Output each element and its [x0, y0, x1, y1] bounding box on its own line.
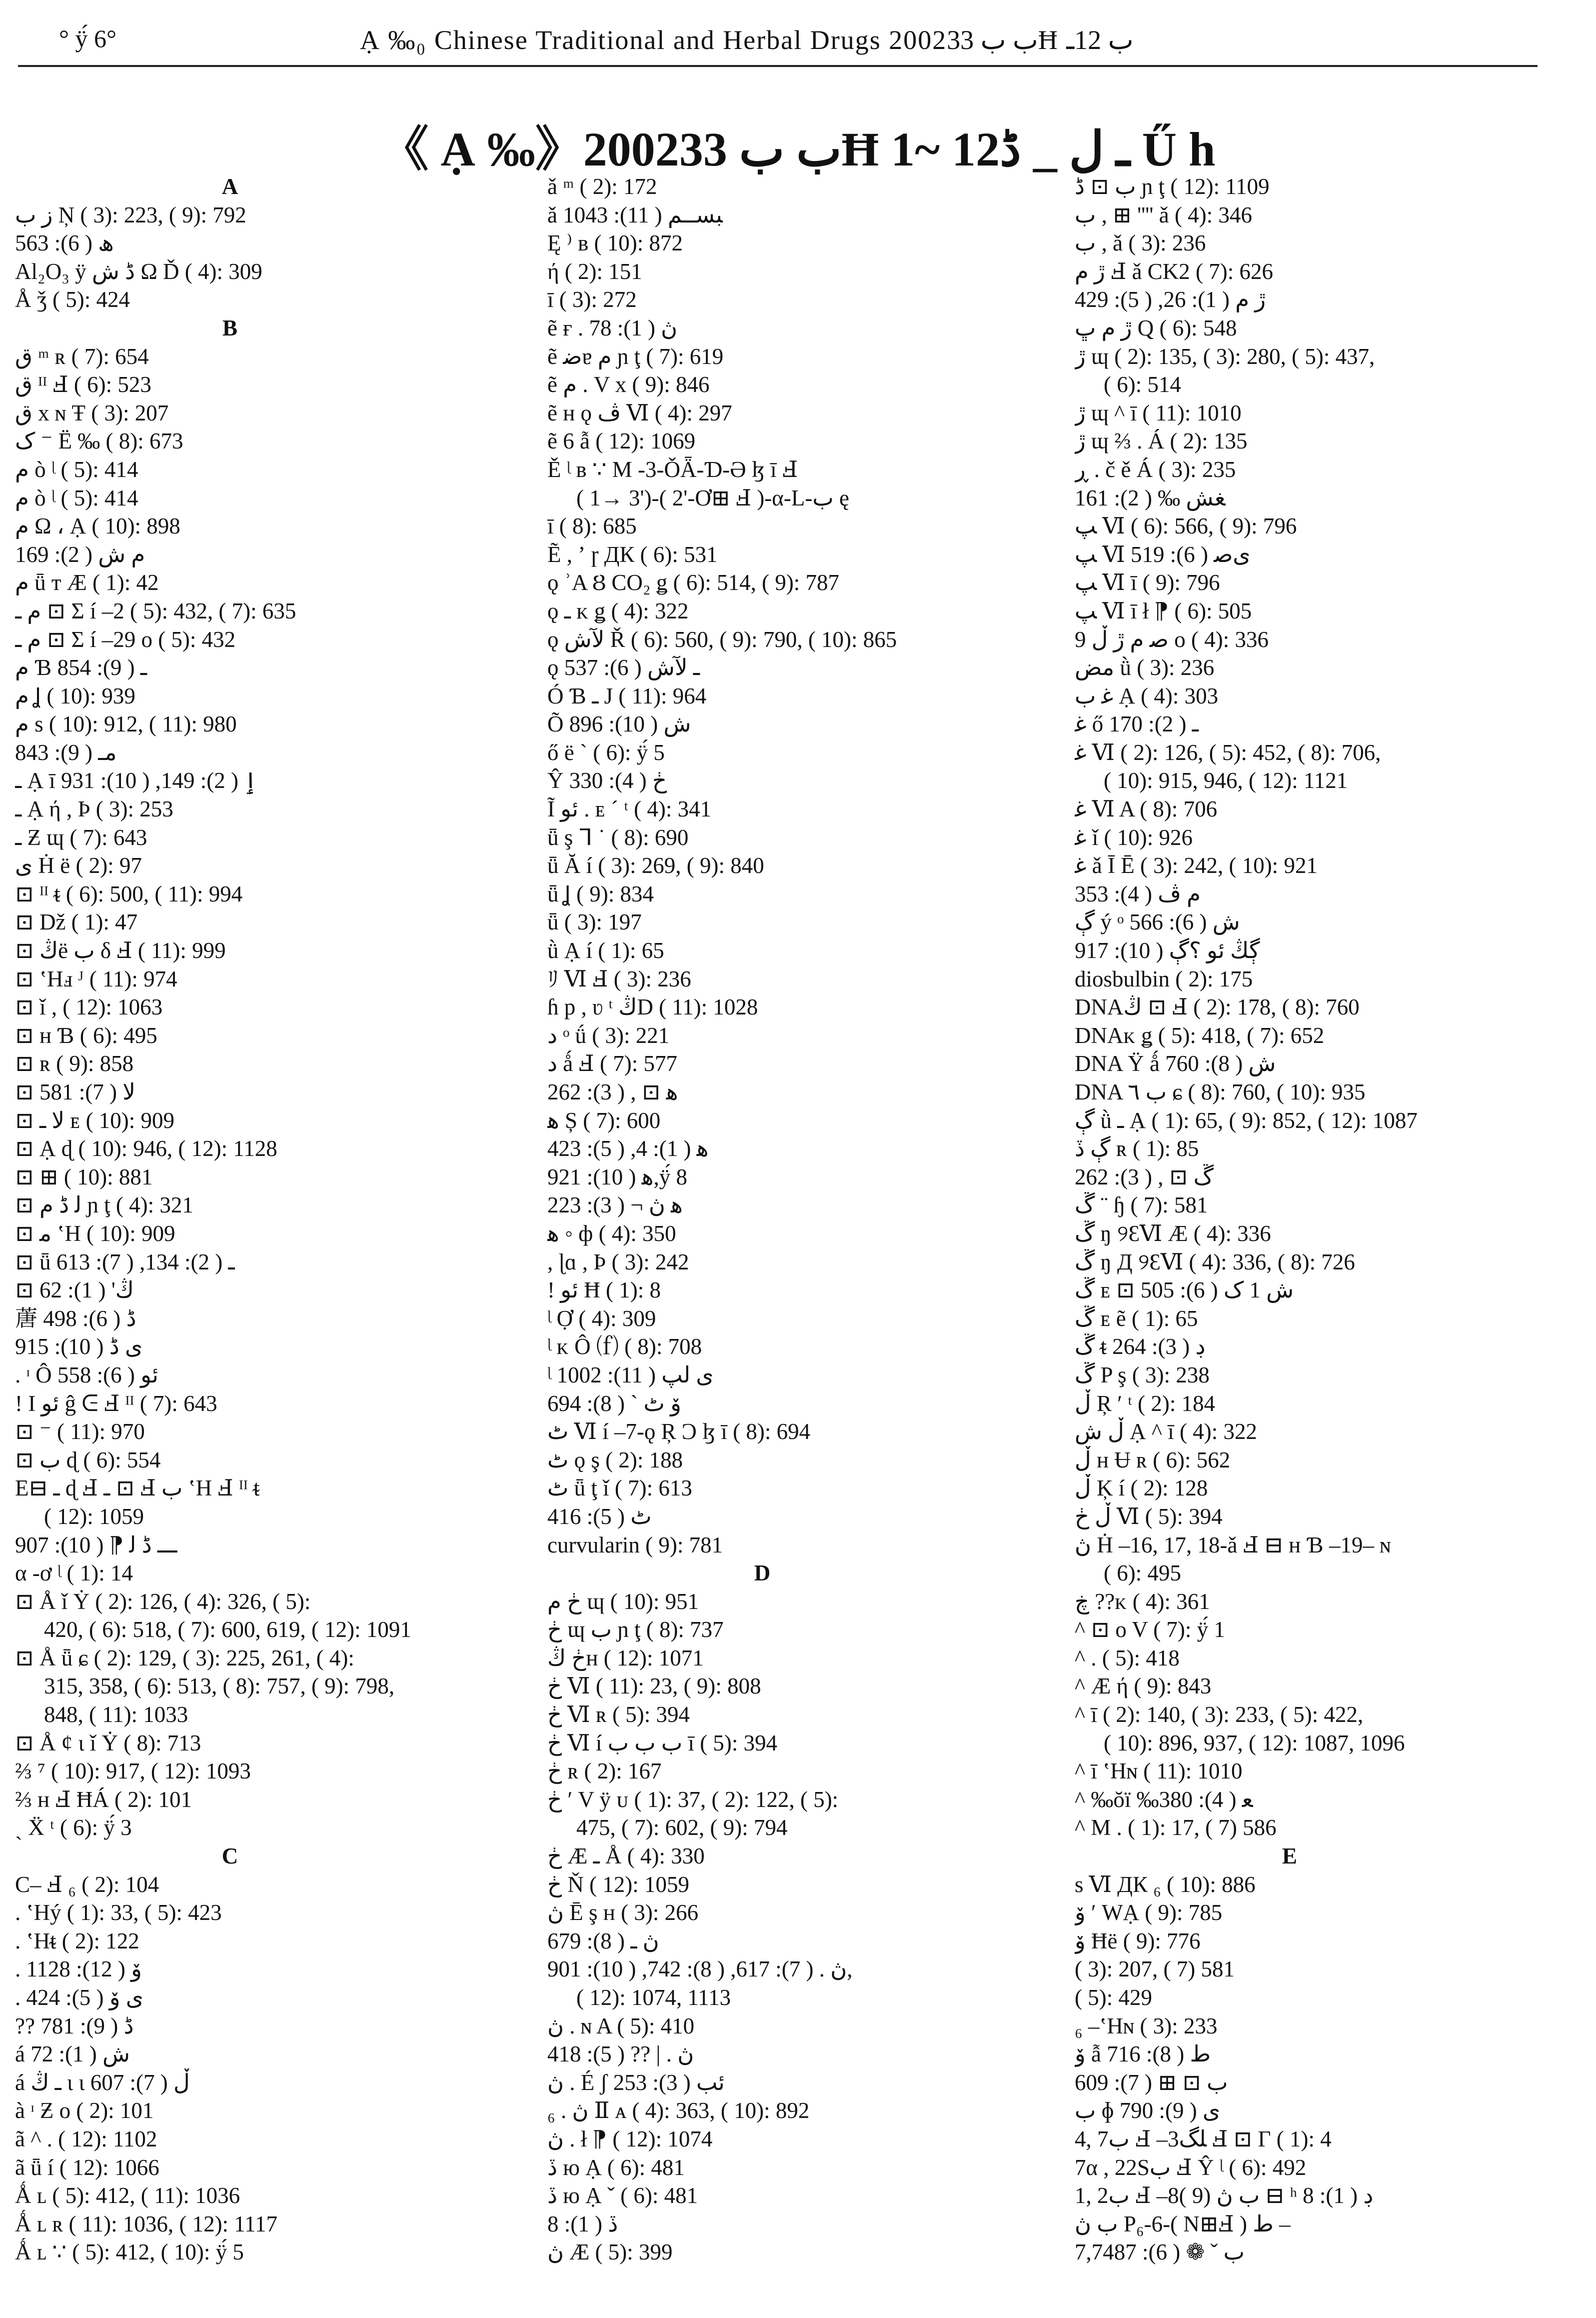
index-entry: ﻫ ( 10): 921,ÿ́ 8 — [547, 1164, 687, 1190]
index-entry: ﻏ Ⅵ A ( 8): 706 — [1075, 796, 1218, 822]
section-letter: C — [221, 1844, 238, 1869]
index-entry: DNAڭ ⊡ Ⅎ ( 2): 178, ( 8): 760 — [1075, 994, 1360, 1020]
index-entry: ڂ ڭʜ ( 12): 1071 — [547, 1645, 704, 1670]
index-entry: ﺻ م ڙ ڵ 9 ᴏ ( 4): 336 — [1075, 626, 1269, 652]
index-entry: ^ ī ( 2): 140, ( 3): 233, ( 5): 422, — [1075, 1702, 1364, 1728]
index-entry: ى Ḣ ë ( 2): 97 — [15, 853, 142, 878]
index-entry: ڂ Ⅵ í ب ب ب ī ( 5): 394 — [547, 1730, 778, 1756]
index-entry: ã ^ . ( 12): 1102 — [15, 2126, 157, 2152]
index-entry: م Ʝ ( 10): 939 — [15, 683, 135, 708]
index-entry-continuation: ( 6): 495 — [1104, 1560, 1181, 1586]
index-entry: ⊡ ǐ , ( 12): 1063 — [15, 994, 163, 1020]
index-entry: ٹ ǫ ş ( 2): 188 — [547, 1447, 683, 1472]
index-entry: ڳ ڏ ʀ ( 1): 85 — [1075, 1136, 1199, 1162]
index-entry: ⊡ Å ǐ Ẏ ( 2): 126, ( 4): 326, ( 5): — [15, 1588, 311, 1614]
index-entry: Ĩ ئو . ᴇ ˊ ᵗ ( 4): 341 — [547, 796, 712, 822]
index-entry: Ó Ɓ ـ J ( 11): 964 — [547, 683, 707, 708]
index-entry: ⊡ ⊞ ( 10): 881 — [15, 1164, 153, 1190]
index-entry: ڏ ( 1): 8 — [547, 2211, 618, 2236]
index-entry: Ě ᶩ ʙ ∵ M -3-ǑǞ-Ɗ-Ə ɮ ī Ⅎ — [547, 456, 798, 482]
index-entry: ǖ ş ᒣ ˙ ( 8): 690 — [547, 824, 689, 850]
index-entry: ڙ ɰ ( 2): 135, ( 3): 280, ( 5): 437, — [1075, 344, 1375, 369]
index-entry: ڂ Ⅵ ʀ ( 5): 394 — [547, 1702, 690, 1728]
index-entry: E⊟ ـ ɖ Ⅎ ـ ⊡ Ⅎ ب ʽH Ⅎ ᴵᴵ ᵵ — [15, 1476, 260, 1501]
index-entry: ẽ ﺿɐ م ɲ ţ ( 7): 619 — [547, 344, 724, 369]
index-entry: م ـ ⊡ Σ í –2 ( 5): 432, ( 7): 635 — [15, 598, 296, 624]
index-entry: ڱ ᴇ ⊡ ش 1 ک ( 6): 505 — [1075, 1278, 1294, 1303]
index-entry: s Ⅵ ДК ₆ ( 10): 886 — [1075, 1872, 1256, 1897]
index-entry: ڽ . ₆ Ⅱ ᴀ ( 4): 363, ( 10): 892 — [547, 2098, 810, 2124]
section-letter: D — [754, 1560, 771, 1586]
index-entry: ﾘ Ⅵ Ⅎ ( 3): 236 — [547, 966, 691, 992]
index-entry: ڽ Ē ş ʜ ( 3): 266 — [547, 1900, 699, 1926]
index-entry: Al₂O₃ ÿ ڈ ش Ω Ď ( 4): 309 — [15, 258, 262, 284]
index-entry: ^ . ( 5): 418 — [1075, 1645, 1180, 1670]
index-entry: ڽ . É ʃ ئب ( 3): 253 — [547, 2070, 725, 2095]
index-entry: ڳ ǜ ـ Ạ ( 1): 65, ( 9): 852, ( 12): 1087 — [1075, 1108, 1418, 1133]
index-entry: ⊡ Å ȼ ɩ ǐ Ẏ ( 8): 713 — [15, 1730, 201, 1756]
index-entry: ⊡ ڭ' ( 1): 62 — [15, 1278, 134, 1303]
index-entry: ـ Ạ ή , Þ ( 3): 253 — [15, 796, 173, 822]
index-entry: ڱ ᵵ ڊ ( 3): 264 — [1075, 1334, 1206, 1360]
index-entry: ڵ Ŗ ʹ ᵗ ( 2): 184 — [1075, 1390, 1216, 1416]
index-entry: ﻫ Ș ( 7): 600 — [547, 1108, 661, 1133]
index-entry: ǖ Ʝ ( 9): 834 — [547, 881, 654, 906]
index-entry: ڙ م ( 1): 26, ( 5): 429 — [1075, 287, 1266, 312]
index-entry: م ò ᶩ ( 5): 414 — [15, 456, 138, 482]
index-entry: Õ ش ( 10): 896 — [547, 712, 691, 737]
page-number: ° ÿ́ 6° — [59, 24, 116, 52]
index-entry: ⊡ ʜ Ɓ ( 6): 495 — [15, 1022, 157, 1048]
index-entry: . ʽHᵵ ( 2): 122 — [15, 1928, 139, 1954]
index-entry: م ò ᶩ ( 5): 414 — [15, 485, 138, 510]
index-entry: DNA Ÿ ǻ ش ( 8): 760 — [1075, 1051, 1276, 1076]
index-entry: ǖ Ă í ( 3): 269, ( 9): 840 — [547, 853, 764, 878]
index-entry: ڂ Æ ـ Å ( 4): 330 — [547, 1844, 705, 1869]
index-entry: . ᶦ Ô ئو ( 6): 558 — [15, 1362, 158, 1388]
index-entry: ڽ Æ ( 5): 399 — [547, 2240, 673, 2265]
index-entry-continuation: ( 10): 915, 946, ( 12): 1121 — [1104, 768, 1348, 794]
index-entry: ⅔ ⁷ ( 10): 917, ( 12): 1093 — [15, 1758, 251, 1784]
index-entry: ẽ م . V x ( 9): 846 — [547, 372, 710, 398]
index-entry: ڽ . ɴ A ( 5): 410 — [547, 2013, 695, 2038]
index-entry: ڂ ʀ ( 2): 167 — [547, 1758, 662, 1784]
index-entry: 1, 2ب Ⅎ –8( 9) ب ڽ ⊟ ʰ ڊ ( 1): 8 — [1075, 2183, 1374, 2208]
index-entry: ٹ Ⅵ í –7-ǫ Ŗ Ͻ ɮ ī ( 8): 694 — [547, 1419, 811, 1444]
index-entry: ڳڭ ئو ؟ڳ ( 10): 917 — [1075, 938, 1260, 964]
index-entry: ب ⊡ ڈ ɲ ţ ( 12): 1109 — [1075, 174, 1270, 199]
index-entry: م Ω ، Ạ ( 10): 898 — [15, 514, 180, 539]
section-letter: E — [1282, 1844, 1297, 1869]
index-entry: ǫ ʾA Ȣ CO₂ ǥ ( 6): 514, ( 9): 787 — [547, 570, 840, 596]
index-entry: ڏ ю Ạ ( 6): 481 — [547, 2154, 685, 2180]
index-entry: ھ ( 6): 563 — [15, 230, 114, 256]
index-entry: ẽ ʜ ǫ ڤ Ⅵ ( 4): 297 — [547, 400, 732, 426]
index-entry: ـ Ạ ī ٳ ( 2): 149, ( 10): 931 — [15, 768, 257, 794]
section-letter: A — [221, 174, 238, 199]
index-entry: , ɭɑ , Þ ( 3): 242 — [547, 1249, 689, 1274]
section-letter: B — [222, 315, 237, 340]
index-entry: ^ ī ʽHɴ ( 11): 1010 — [1075, 1758, 1243, 1784]
index-entry: ẽ 6 ẫ ( 12): 1069 — [547, 428, 696, 454]
index-entry: ⊡ ʽHⅎ ᴶ ( 11): 974 — [15, 966, 177, 992]
index-entry: 7α , 22Sب Ⅎ Ŷ ᶩ ( 6): 492 — [1075, 2154, 1307, 2180]
index-entry: ٹ ǖ ţ ǐ ( 7): 613 — [547, 1476, 692, 1501]
index-entry-continuation: ( 6): 514 — [1104, 372, 1181, 398]
index-entry: ڙ م Ⅎ ǎ CK2 ( 7): 626 — [1075, 258, 1274, 284]
index-entry: Å ǯ ( 5): 424 — [15, 287, 130, 312]
index-column-3 — [1075, 172, 1565, 2266]
index-entry: ـــ ڈ ﻟ ⁋ ( 10): 907 — [15, 1532, 177, 1558]
index-entry: ẽ ғ . ڽ ( 1): 78 — [547, 315, 678, 340]
index-entry: α -ơ ᶩ ( 1): 14 — [15, 1560, 133, 1586]
index-entry: ⊡ ﻣ ʽH ( 10): 909 — [15, 1220, 175, 1246]
index-entry: ۆ ẫ ط ( 8): 716 — [1075, 2042, 1211, 2067]
index-entry: C– Ⅎ ₆ ( 2): 104 — [15, 1872, 159, 1897]
index-entry: . ى ۆ ( 5): 424 — [15, 1985, 143, 2010]
index-entry: ή ( 2): 151 — [547, 258, 642, 284]
index-entry: ب ⊡ ⊞ ( 7): 609 — [1075, 2070, 1228, 2095]
index-entry: ڱ ⊡ , ( 3): 262 — [1075, 1164, 1214, 1190]
index-entry-continuation: 848, ( 11): 1033 — [44, 1702, 188, 1728]
index-entry: ڳ ý ᵒ ش ( 6): 566 — [1075, 910, 1240, 935]
index-entry: . ʽHý ( 1): 33, ( 5): 423 — [15, 1900, 222, 1926]
index-entry: د ᵒ ǘ ( 3): 221 — [547, 1022, 670, 1048]
index-entry: 4, 7ب Ⅎ –3ﻠﮓ Ⅎ ⊡ Γ ( 1): 4 — [1075, 2126, 1332, 2152]
index-entry: diosbulbin ( 2): 175 — [1075, 966, 1253, 992]
index-entry: ī ( 3): 272 — [547, 287, 637, 312]
index-entry: ?? ڈ ( 9): 781 — [15, 2013, 134, 2038]
index-entry: ق ᴵᴵ Ⅎ ( 6): 523 — [15, 372, 151, 398]
index-entry: ڂ Ň ( 12): 1059 — [547, 1872, 690, 1897]
index-entry: ڂ Ⅵ ( 11): 23, ( 9): 808 — [547, 1674, 761, 1699]
index-entry: curvularin ( 9): 781 — [547, 1532, 723, 1558]
index-entry: م ش ( 2): 169 — [15, 542, 145, 567]
index-entry: ǎ ﺒﺴــﻢ ( 11): 1043 — [547, 202, 723, 228]
index-entry: م ѕ ( 10): 912, ( 11): 980 — [15, 712, 237, 737]
index-entry: ⊡ ب ɖ ( 6): 554 — [15, 1447, 161, 1472]
index-entry: ! I ئو ĝ ᕮ Ⅎ ᴵᴵ ( 7): 643 — [15, 1390, 217, 1416]
index-entry: Ę ⁾ ʙ ( 10): 872 — [547, 230, 683, 256]
index-title: 《 Ạ ‰》2002ب ب 33Ħ 1~ 12ـ ل _ ڈ Ű h — [380, 122, 1216, 176]
index-entry: ^ M . ( 1): 17, ( 7) 586 — [1075, 1815, 1277, 1840]
index-entry: ⊡ ʀ ( 9): 858 — [15, 1051, 134, 1076]
index-entry: ﻐﺶ ‰ ( 2): 161 — [1075, 485, 1226, 510]
index-entry: م ـ ⊡ Σ í –29 ᴏ ( 5): 432 — [15, 626, 236, 652]
index-entry: 蓎 ڈ ( 6): 498 — [15, 1306, 136, 1331]
index-entry: ﻏ ب Ạ ( 4): 303 — [1075, 683, 1219, 708]
index-entry: ﭗ Ⅵ ī ł ⁋ ( 6): 505 — [1075, 598, 1252, 624]
index-entry: ﭗ Ⅵ ( 6): 566, ( 9): 796 — [1075, 514, 1297, 539]
index-entry: ɦ p , ʋ ᵗ ڭD ( 11): 1028 — [547, 994, 758, 1020]
index-entry: ﻫ ⊡ , ( 3): 262 — [547, 1080, 678, 1104]
index-entry: á ش ( 1): 72 — [15, 2042, 130, 2067]
index-entry-continuation: 315, 358, ( 6): 513, ( 8): 757, ( 9): 798, — [44, 1674, 395, 1699]
index-entry: á ـ ڭ ɩ ɩ ڵ ( 7): 607 — [15, 2070, 190, 2095]
index-entry: ⊡ ﻻ ( 7): 581 — [15, 1080, 135, 1104]
index-entry: ٹ ( 5): 416 — [547, 1504, 652, 1529]
index-entry: ⊡ ǖ ـ ( 2): 134, ( 7): 613 — [15, 1249, 235, 1274]
index-entry: ڽ Ḣ –16, 17, 18-ǎ Ⅎ ⊟ ʜ Ɓ –19– ɴ — [1075, 1532, 1391, 1558]
index-entry: ک ⁻ Ë ‰ ( 8): 673 — [15, 428, 183, 454]
index-entry: ڱ ŋ Д ୨ƐⅥ ( 4): 336, ( 8): 726 — [1075, 1249, 1355, 1274]
index-entry: ⊡ Å ǖ ɕ ( 2): 129, ( 3): 225, 261, ( 4): — [15, 1645, 354, 1670]
index-entry: ã ǖ í ( 12): 1066 — [15, 2154, 159, 2180]
index-column-2 — [547, 172, 1037, 2266]
index-entry: Ẽ , ʼ ɼ ДК ( 6): 531 — [547, 542, 718, 567]
index-entry: ڽ . | ?? ( 5): 418 — [547, 2042, 694, 2067]
index-entry: ﭗ Ⅵ ī ( 9): 796 — [1075, 570, 1220, 596]
index-entry: Ǻ ʟ ʀ ( 11): 1036, ( 12): 1117 — [15, 2211, 277, 2236]
index-entry: ⊡ ﻻ ـ ᴇ ( 10): 909 — [15, 1108, 175, 1133]
index-entry: ﻏ ǐ ( 10): 926 — [1075, 824, 1193, 850]
index-entry: ! ئو Ħ ( 1): 8 — [547, 1278, 661, 1303]
journal-line: Ạ ‰₀ Chinese Traditional and Herbal Drugs 2002ب ب 33Ħ ب 12ـ — [360, 25, 1134, 55]
index-entry: ى ڈ ( 10): 915 — [15, 1334, 143, 1360]
index-entry: ⊡ ⁻ ( 11): 970 — [15, 1419, 145, 1444]
index-entry-continuation: ( 12): 1059 — [44, 1504, 144, 1529]
header-rule — [18, 65, 1538, 67]
index-entry: ڂ ʹ V ÿ ᴜ ( 1): 37, ( 2): 122, ( 5): — [547, 1786, 839, 1812]
index-entry: ب ɸ ى ( 9): 790 — [1075, 2098, 1221, 2124]
index-entry: ڵ Ķ í ( 2): 128 — [1075, 1476, 1208, 1501]
index-entry: ب , ǎ ( 3): 236 — [1075, 230, 1206, 256]
index-entry: ( 5): 429 — [1075, 1985, 1152, 2010]
index-entry: ﻏ ǎ Ī Ē ( 3): 242, ( 10): 921 — [1075, 853, 1318, 878]
index-entry: ǜ Ạ í ( 1): 65 — [547, 938, 664, 964]
index-entry: ۆ ʹ WẠ ( 9): 785 — [1075, 1900, 1223, 1926]
index-entry: Ǻ ʟ ∵ ( 5): 412, ( 10): ÿ́ 5 — [15, 2240, 244, 2265]
index-entry: م Ɓ ـ ( 9): 854 — [15, 655, 147, 680]
index-entry: DNA ب ٦ ɕ ( 8): 760, ( 10): 935 — [1075, 1080, 1366, 1104]
index-entry: ǫ ـ ﻵش ( 6): 537 — [547, 655, 700, 680]
index-entry: ڂ م ɰ ( 10): 951 — [547, 1588, 699, 1614]
index-entry-continuation: 420, ( 6): 518, ( 7): 600, 619, ( 12): 1091 — [44, 1617, 411, 1642]
index-entry: ⊡ Dž ( 1): 47 — [15, 910, 138, 935]
index-entry: ڱ ŋ ୨ƐⅥ Æ ( 4): 336 — [1075, 1220, 1271, 1246]
index-entry: د ǻ Ⅎ ( 7): 577 — [547, 1051, 677, 1076]
index-entry-continuation: ( 12): 1074, 1113 — [576, 1985, 731, 2010]
index-entry-continuation: 475, ( 7): 602, ( 9): 794 — [576, 1815, 788, 1840]
index-entry: مـ ( 9): 843 — [15, 740, 117, 765]
index-entry: ڏ ю Ạ ˇ ( 6): 481 — [547, 2183, 698, 2208]
index-entry: ^ Æ ή ( 9): 843 — [1075, 1674, 1212, 1699]
index-entry: ﻫ ڽ ¬ ( 3): 223 — [547, 1192, 683, 1218]
index-entry: ڿ ??ᴋ ( 4): 361 — [1075, 1588, 1210, 1614]
index-entry: م ڤ ( 4): 353 — [1075, 881, 1201, 906]
index-entry: ǫ ـ ᴋ ǥ ( 4): 322 — [547, 598, 689, 624]
index-entry: 7,7ب ˇ ❁ ( 6): 487 — [1075, 2240, 1245, 2265]
index-entry: ⊡ ڭë ب δ Ⅎ ( 11): 999 — [15, 938, 226, 964]
index-entry: DNAᴋ ǥ ( 5): 418, ( 7): 652 — [1075, 1022, 1325, 1048]
index-entry: ڙ م ڀ Q ( 6): 548 — [1075, 315, 1237, 340]
index-entry: ǖ ( 3): 197 — [547, 910, 642, 935]
index-entry: ⊡ Ạ ɖ ( 10): 946, ( 12): 1128 — [15, 1136, 277, 1162]
index-entry: ﻫ ( 1): 4, ( 5): 423 — [547, 1136, 709, 1162]
index-entry-continuation: ( 1→ 3')-( 2'-Ơ⊞ Ⅎ )-α-L-ب ę — [576, 485, 849, 510]
index-entry: ⅔ ʜ Ⅎ ĦÁ ( 2): 101 — [15, 1786, 192, 1812]
running-header — [0, 19, 1596, 59]
index-entry: ﻏ ő ـ ( 2): 170 — [1075, 712, 1199, 737]
index-entry: à ᶦ Ƶ ᴏ ( 2): 101 — [15, 2098, 154, 2124]
index-entry: ﻣﺾ ǜ ( 3): 236 — [1075, 655, 1215, 680]
index-entry: ǫ ﻵش Ř ( 6): 560, ( 9): 790, ( 10): 865 — [547, 626, 897, 652]
index-entry: ق x ɴ Ŧ ( 3): 207 — [15, 400, 169, 426]
index-entry: ^ ‰ŏï ‰ﻌ ( 4): 380 — [1075, 1786, 1253, 1812]
index-entry: ﻏ Ⅵ ( 2): 126, ( 5): 452, ( 8): 706, — [1075, 740, 1381, 765]
index-entry: Ǻ ʟ ( 5): 412, ( 11): 1036 — [15, 2183, 240, 2208]
index-entry: ۆ ٹ ˋ ( 8): 694 — [547, 1390, 681, 1416]
index-entry: ۆ Ħë ( 9): 776 — [1075, 1928, 1201, 1954]
index-entry: ⊡ ﻟ ڈ م ɲ ţ ( 4): 321 — [15, 1192, 193, 1218]
index-entry: ᶩ Ợ ( 4): 309 — [547, 1306, 656, 1331]
index-entry: ڱ ¨ ɧ ( 7): 581 — [1075, 1192, 1208, 1218]
index-entry: ق ᵐ ʀ ( 7): 654 — [15, 344, 149, 369]
index-entry: . ۆ ( 12): 1128 — [15, 1956, 142, 1982]
index-entry: ز ب Ņ ( 3): 223, ( 9): 792 — [15, 202, 246, 228]
index-entry: ـ Ƶ ɰ ( 7): 643 — [15, 824, 147, 850]
index-entry: ⊡ ᴵᴵ ᵵ ( 6): 500, ( 11): 994 — [15, 881, 243, 906]
index-entry: ﭗ Ⅵ ﻯﺻ ( 6): 519 — [1075, 542, 1251, 567]
index-entry: Ŷ ڂ ( 4): 330 — [547, 768, 667, 794]
index-entry: ڽ . ( 7): 617, ( 8): 742, ( 10): 901, — [547, 1956, 853, 1982]
index-entry-continuation: ( 10): 896, 937, ( 12): 1087, 1096 — [1104, 1730, 1405, 1756]
index-entry: م ǖ ᴛ Æ ( 1): 42 — [15, 570, 159, 596]
index-entry: ب ڽ P₆-6-( N⊞Ⅎ ) ط – — [1075, 2211, 1291, 2236]
index-entry: ڱ ᴇ ẽ ( 1): 65 — [1075, 1306, 1198, 1331]
index-entry: ﻫ ◦ ф ( 4): 350 — [547, 1220, 676, 1246]
index-entry: ڕ . č ě Á ( 3): 235 — [1075, 456, 1236, 482]
index-entry: ڂ ɰ ب ɲ ţ ( 8): 737 — [547, 1617, 724, 1642]
index-entry: ₆ –ʽHɴ ( 3): 233 — [1075, 2013, 1218, 2038]
index-entry: ^ ⊡ ᴏ V ( 7): ÿ́ 1 — [1075, 1617, 1225, 1642]
index-entry: ڙ ɰ ⅔ . Á ( 2): 135 — [1075, 428, 1248, 454]
index-entry: ( 3): 207, ( 7) 581 — [1075, 1956, 1235, 1982]
index-entry: ᶩ ى ﻟﭗ ( 11): 1002 — [547, 1362, 714, 1388]
index-entry: ő ë ˋ ( 6): ÿ́ 5 — [547, 740, 665, 765]
index-entry: ڵ ش Ạ ^ ī ( 4): 322 — [1075, 1419, 1257, 1444]
index-entry: ڽ . ł ⁋ ( 12): 1074 — [547, 2126, 713, 2152]
index-entry: ڙ ɰ ^ ī ( 11): 1010 — [1075, 400, 1242, 426]
index-entry: ǎ ᵐ ( 2): 172 — [547, 174, 657, 199]
index-entry: ᶩ ᴋ Ô ⒡ ( 8): 708 — [547, 1334, 702, 1360]
index-entry: ڵ ʜ Ʉ ʀ ( 6): 562 — [1075, 1447, 1231, 1472]
index-entry: ī ( 8): 685 — [547, 514, 637, 539]
index-entry: ڱ P ş ( 3): 238 — [1075, 1362, 1210, 1388]
index-column-1 — [15, 172, 505, 2266]
index-entry: ڽ ـ ( 8): 679 — [547, 1928, 659, 1954]
index-entry: ب , ⊞ '''' ǎ ( 4): 346 — [1075, 202, 1252, 228]
index-entry: ڵ ڂ Ⅵ ( 5): 394 — [1075, 1504, 1223, 1529]
index-entry: ˎ Ẍ ᵗ ( 6): ÿ́ 3 — [15, 1815, 132, 1840]
